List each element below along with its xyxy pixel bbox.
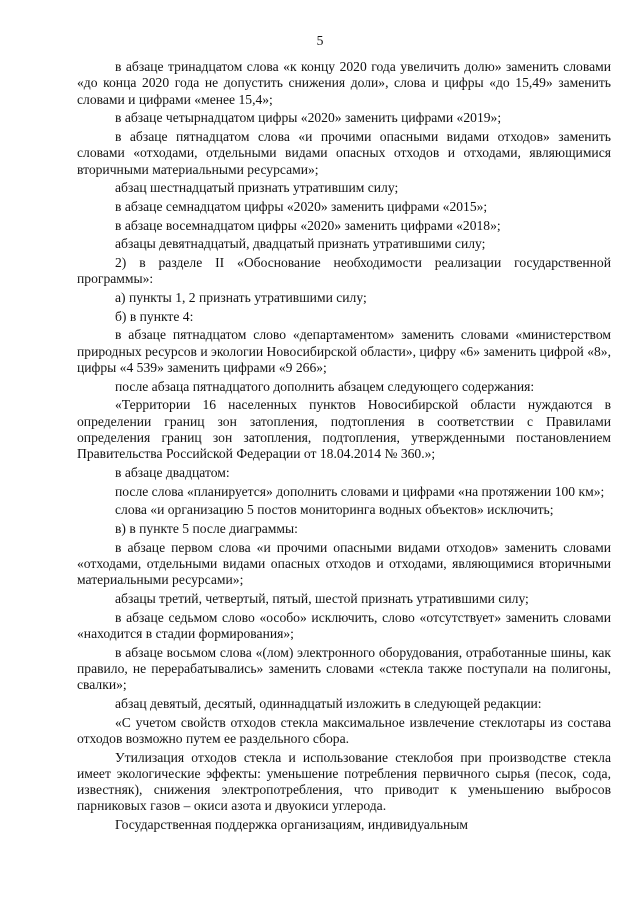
paragraph: в абзаце тринадцатом слова «к концу 2020 года увеличить долю» заменить словами «до конца 2020 года не допустить снижения доли», слова и цифры «до 15,49» заменить словами и цифрами «менее 15,4»; <box>77 59 611 107</box>
paragraph: абзац шестнадцатый признать утратившим силу; <box>115 180 399 196</box>
paragraph: абзацы третий, четвертый, пятый, шестой признать утратившими силу; <box>115 590 529 606</box>
paragraph: Государственная поддержка организациям, индивидуальным <box>115 817 468 833</box>
paragraph: Утилизация отходов стекла и использование стеклобоя при производстве стекла имеет экологические эффекты: уменьшение потребления первичного сырья (песок, сода, известняк), снижения электропотребления, что приводит к уменьшению выбросов парниковых газов – окиси азота и двуокиси углерода. <box>77 749 611 814</box>
paragraph: в абзаце седьмом слово «особо» исключить, слово «отсутствует» заменить словами «находится в стадии формирования»; <box>77 609 611 641</box>
paragraph: 2) в разделе II «Обоснование необходимости реализации государственной программы»: <box>77 255 611 287</box>
paragraph: в абзаце пятнадцатом слово «департаментом» заменить словами «министерством природных ресурсов и экологии Новосибирской области», цифру «6» заменить цифрой «8», цифры «4 539» заменить цифрами «9 266»; <box>77 327 611 375</box>
paragraph: слова «и организацию 5 постов мониторинга водных объектов» исключить; <box>115 502 554 518</box>
paragraph: в абзаце пятнадцатом слова «и прочими опасными видами отходов» заменить словами «отходами, отдельными видами опасных отходов и отходами, являющимися вторичными материальными ресурсами»; <box>77 128 611 177</box>
paragraph: в абзаце восьмом слова «(лом) электронного оборудования, отработанные шины, как правило, не перерабатывались» заменить словами «стекла также поступали на полигоны, свалки»; <box>77 644 611 693</box>
paragraph: после абзаца пятнадцатого дополнить абзацем следующего содержания: <box>115 378 535 394</box>
paragraph: б) в пункте 4: <box>115 308 194 324</box>
paragraph: в абзаце двадцатом: <box>115 464 230 480</box>
paragraph: в абзаце первом слова «и прочими опасными видами отходов» заменить словами «отходами, отдельными видами опасных отходов и отходами, являющимися вторичными материальными ресурсами»; <box>77 539 611 588</box>
paragraph: в) в пункте 5 после диаграммы: <box>115 520 298 536</box>
paragraph: в абзаце восемнадцатом цифры «2020» заменить цифрами «2018»; <box>115 217 501 233</box>
page-number: 5 <box>316 33 324 48</box>
paragraph: а) пункты 1, 2 признать утратившими силу; <box>115 289 367 305</box>
paragraph: «Территории 16 населенных пунктов Новосибирской области нуждаются в определении границ зон затопления, подтопления в соответствии с Правилами определения границ зон затопления, подтопления, утвержденными постановлением Правительства Российской Федерации от 18.04.2014 № 360.»; <box>77 397 611 462</box>
paragraph: после слова «планируется» дополнить словами и цифрами «на протяжении 100 км»; <box>115 483 605 499</box>
paragraph: в абзаце семнадцатом цифры «2020» заменить цифрами «2015»; <box>115 198 488 214</box>
document-body <box>77 59 611 836</box>
paragraph: абзацы девятнадцатый, двадцатый признать утратившими силу; <box>115 236 486 252</box>
paragraph: абзац девятый, десятый, одиннадцатый изложить в следующей редакции: <box>115 695 542 711</box>
paragraph: в абзаце четырнадцатом цифры «2020» заменить цифрами «2019»; <box>115 110 502 126</box>
paragraph: «С учетом свойств отходов стекла максимальное извлечение стеклотары из состава отходов возможно путем ее раздельного сбора. <box>77 714 611 746</box>
